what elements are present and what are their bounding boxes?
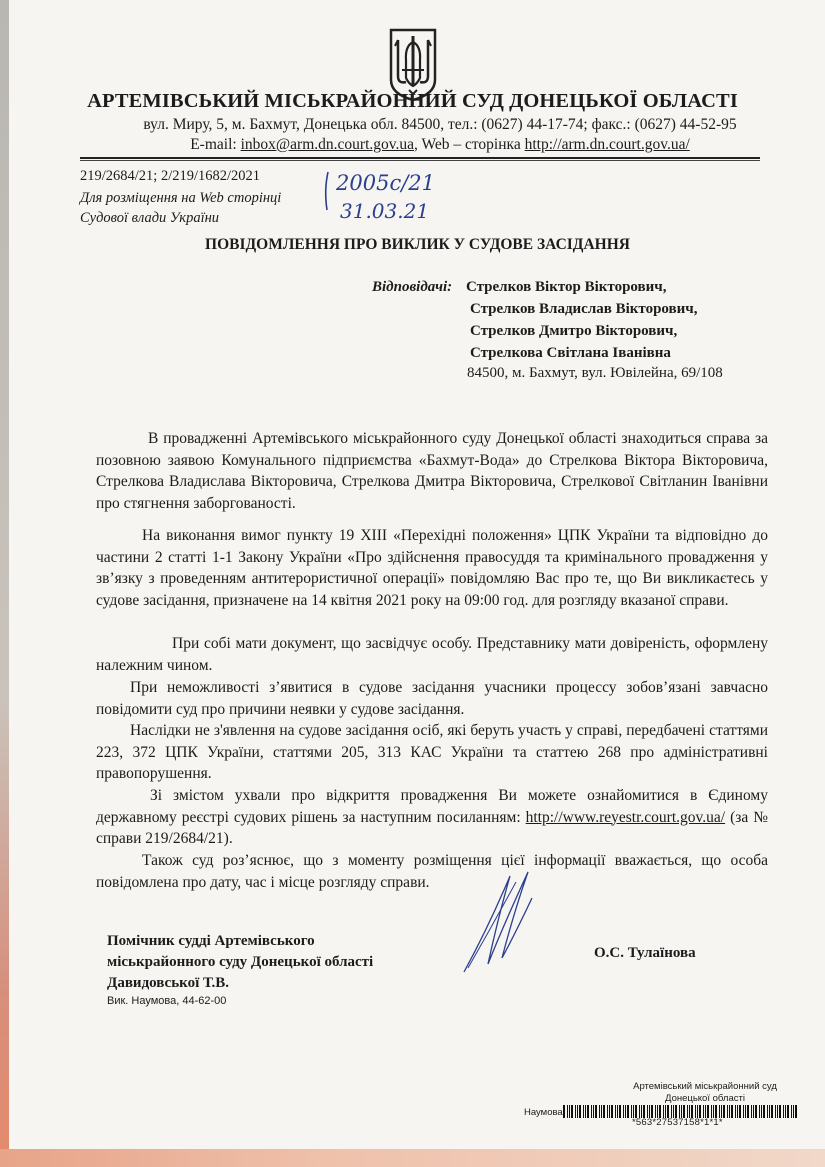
handwritten-number: 2005с/21 xyxy=(336,171,436,195)
stamp-executor-name: Наумова xyxy=(524,1107,563,1118)
web-label: , Web – сторінка xyxy=(414,136,525,153)
registry-text: Зі змістом ухвали про відкриття провадження Ви можете ознайомитися в Єдиному державному реєстрі судових рішень за наступним посиланням: xyxy=(96,787,768,826)
handwritten-registration-mark xyxy=(318,164,468,226)
paragraph-consequences: Наслідки не з'явлення на судове засідання осіб, які беруть участь у справі, передбачені статтями 223, 372 ЦПК України, статтями 205, 313 КАС України та статтею 268 про адміністративні правопорушення. xyxy=(96,722,768,782)
stamp-court-name xyxy=(615,1081,795,1105)
respondent-name: Стрелкова Світлана Іванівна xyxy=(470,345,671,361)
web-placement-note xyxy=(80,188,281,228)
handwritten-date: 31.03.21 xyxy=(340,199,430,223)
header-rule xyxy=(80,157,760,159)
court-name: АРТЕМІВСЬКИЙ МІСЬКРАЙОННИЙ СУД ДОНЕЦЬКОЇ ОБЛАСТІ xyxy=(87,90,738,112)
web-note-line-2: Судової влади України xyxy=(80,210,220,226)
position-line-3: Давидовської Т.В. xyxy=(107,975,230,991)
paragraph-documents: При собі мати документ, що засвідчує особу. Представнику мати довіреність, оформлену належним чином. xyxy=(96,635,768,674)
court-address: вул. Миру, 5, м. Бахмут, Донецька обл. 84500, тел.: (0627) 44-17-74; факс.: (0627) 44-52-95 xyxy=(143,116,737,133)
registry-link[interactable]: http://www.reyestr.court.gov.ua/ xyxy=(525,808,726,826)
position-line-2: міськрайонного суду Донецької області xyxy=(107,954,374,970)
email-link[interactable]: inbox@arm.dn.court.gov.ua xyxy=(240,136,414,153)
notice-title: ПОВІДОМЛЕННЯ ПРО ВИКЛИК У СУДОВЕ ЗАСІДАННЯ xyxy=(205,236,630,253)
respondent-name: Стрелков Віктор Вікторович, xyxy=(466,279,667,295)
stamp-court-line-2: Донецької області xyxy=(665,1093,745,1104)
email-label: E-mail: xyxy=(190,136,241,153)
respondents-address: 84500, м. Бахмут, вул. Ювілейна, 69/108 xyxy=(467,365,723,381)
court-contacts xyxy=(80,136,800,154)
paragraph-absence: При неможливості з’явитися в судове засідання учасники процессу зобов’язані завчасно повідомити суд про причини неявки у судове засідання. xyxy=(96,679,768,718)
handwritten-signature xyxy=(458,868,538,978)
paragraph-notice-effect: Також суд роз’яснює, що з моменту розміщення цієї інформації вважається, що особа повідомлена про дату, час і місце розгляду справи. xyxy=(96,852,768,891)
stamp-court-line-1: Артемівський міськрайонний суд xyxy=(633,1081,777,1092)
barcode-number: *563*27537158*1*1* xyxy=(632,1117,723,1128)
scan-edge-left xyxy=(0,0,9,1167)
respondent-name: Стрелков Дмитро Вікторович, xyxy=(470,323,678,339)
web-note-line-1: Для розміщення на Web сторінці xyxy=(80,190,282,206)
registry-case-ref: (за № справи 219/2684/21). xyxy=(96,808,768,847)
signer-name: О.С. Тулаїнова xyxy=(594,945,696,961)
position-line-1: Помічник судді Артемівського xyxy=(107,933,315,949)
respondents-label: Відповідачі: xyxy=(372,279,453,295)
respondent-name: Стрелков Владислав Вікторович, xyxy=(470,301,698,317)
case-numbers: 219/2684/21; 2/219/1682/2021 xyxy=(80,168,261,184)
signatory-position xyxy=(107,931,373,994)
paragraph-registry xyxy=(96,785,768,850)
paragraph-summons: На виконання вимог пункту 19 ХІІІ «Перехідні положення» ЦПК України та відповідно до частини 2 статті 1-1 Закону України «Про здійснення правосуддя та кримінального провадження у зв’язку з проведенням антитерористичної операції» повідомляю Вас про те, що Ви викликаєтесь у судове засідання, призначене на 14 квітня 2021 року на 09:00 год. для розгляду вказаної справи. xyxy=(96,527,768,609)
paragraph-case-info: В провадженні Артемівського міськрайонного суду Донецької області знаходиться справа за позовною заявою Комунального підприємства «Бахмут-Вода» до Стрелкова Віктора Вікторовича, Стрелкова Владислава Вікторовича, Стрелкова Дмитра Вікторовича, Стрелкової Світланин Іванівни про стягнення заборгованості. xyxy=(96,430,768,512)
web-link[interactable]: http://arm.dn.court.gov.ua/ xyxy=(524,136,690,153)
executor-contact: Вик. Наумова, 44-62-00 xyxy=(107,995,227,1007)
header-rule-thin xyxy=(80,160,760,161)
scan-edge-bottom xyxy=(0,1149,825,1167)
